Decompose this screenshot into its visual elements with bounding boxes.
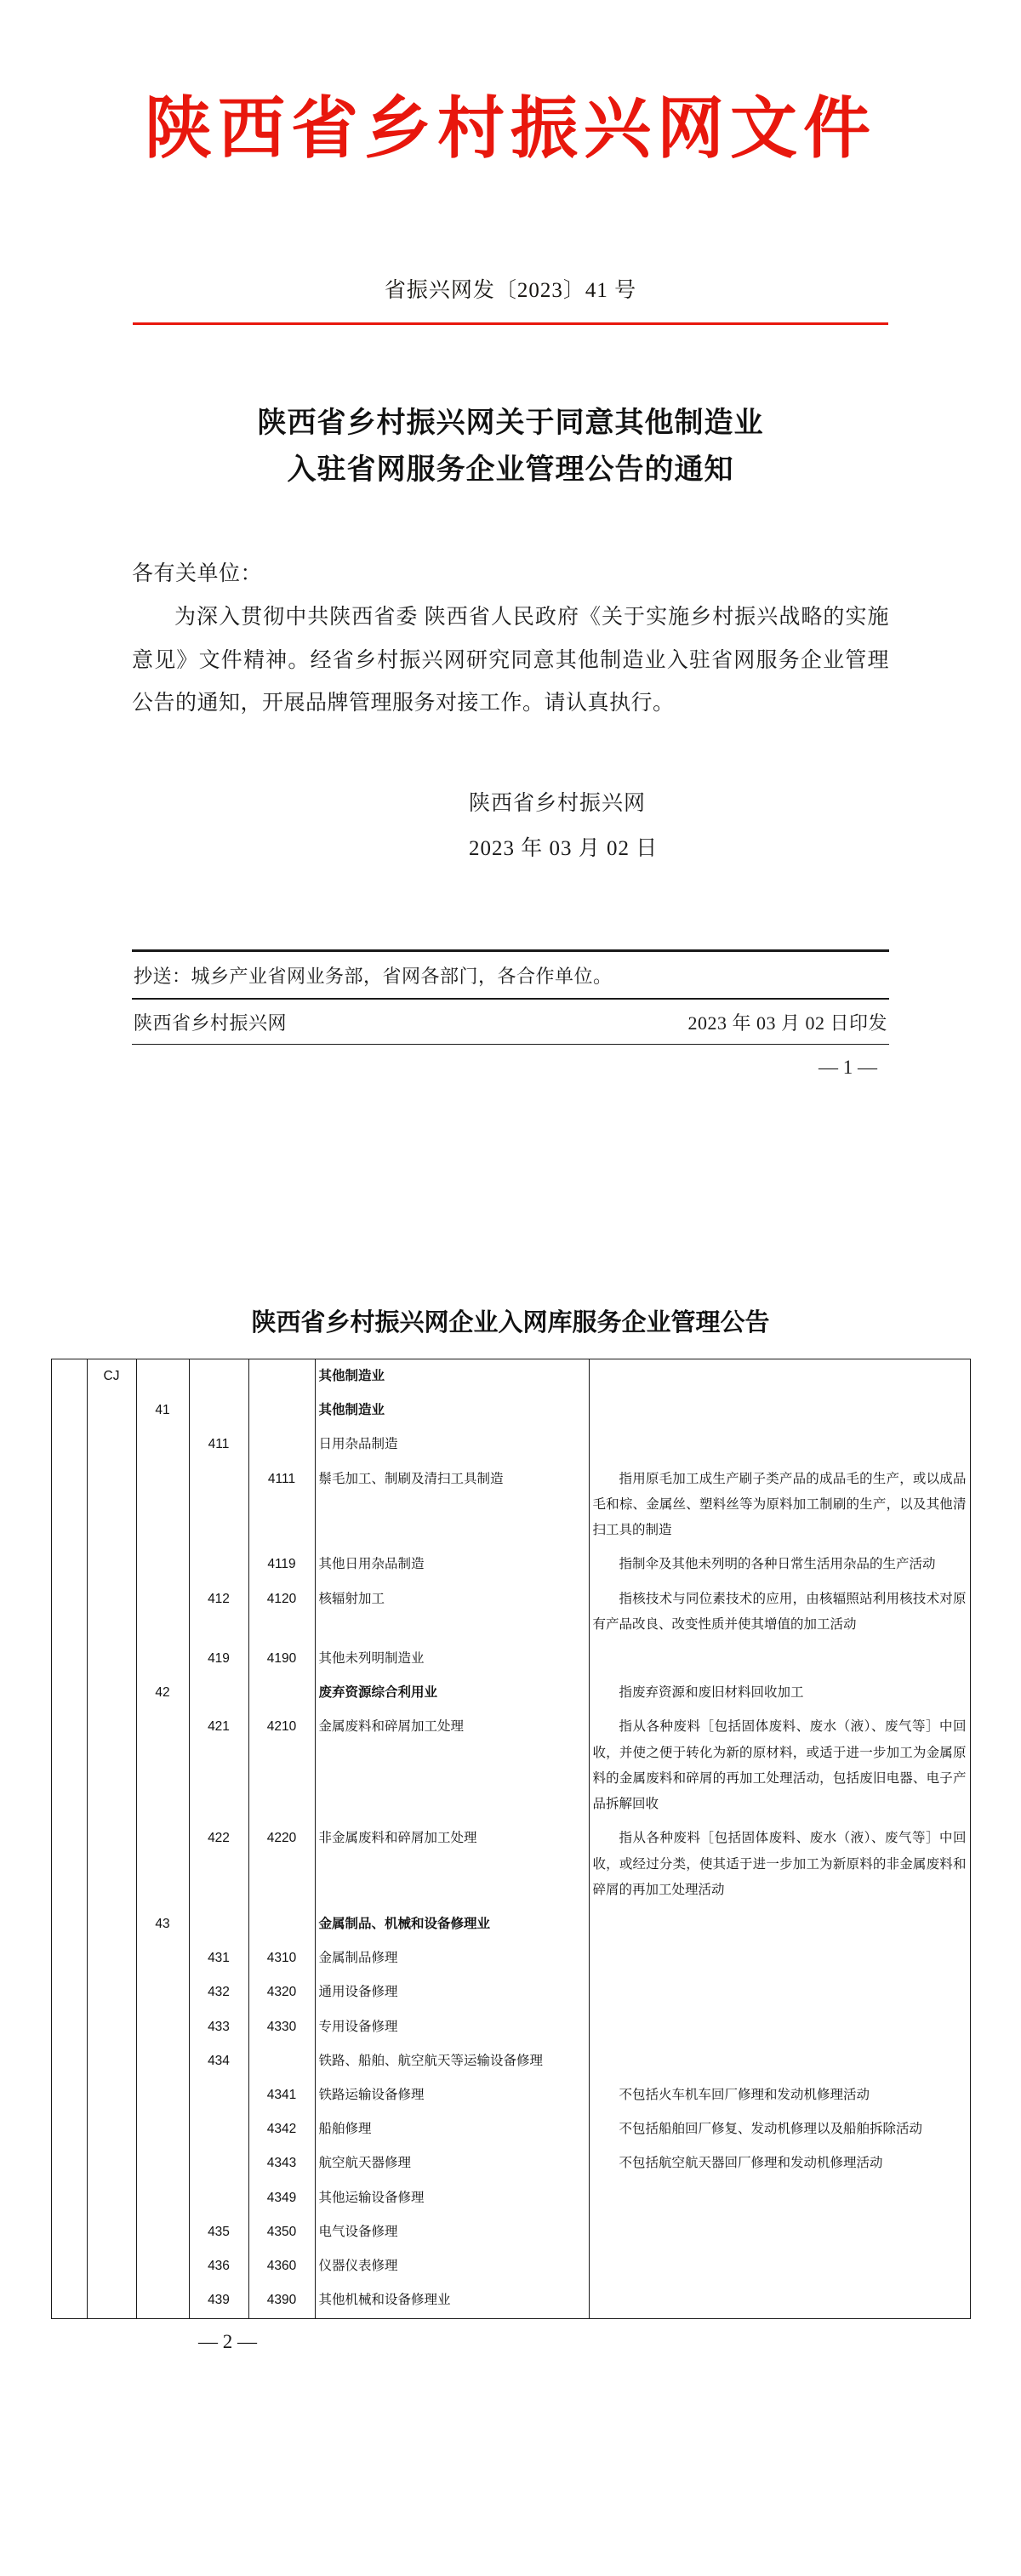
signature-date: 2023 年 03 月 02 日 (469, 836, 659, 860)
cell-category (51, 2146, 87, 2180)
table-row (51, 1907, 970, 1941)
table-row (51, 1710, 970, 1821)
cell-major-code (136, 1975, 189, 2009)
table-row (51, 2146, 970, 2180)
cell-description: 指用原毛加工成生产刷子类产品的成品毛的生产，或以成品毛和棕、金属丝、塑料丝等为原料加工制刷的生产，以及其他清扫工具的制造 (589, 1462, 970, 1548)
cell-description: 不包括航空航天器回厂修理和发动机修理活动 (589, 2146, 970, 2180)
cell-cj-code (87, 1547, 136, 1582)
cell-description (589, 2044, 970, 2078)
cell-middle-code: 436 (189, 2249, 248, 2283)
cell-minor-code: 4350 (248, 2215, 315, 2249)
signature-organization: 陕西省乡村振兴网 (469, 792, 647, 816)
cell-cj-code (87, 1710, 136, 1821)
cell-minor-code: 4119 (248, 1547, 315, 1582)
cell-middle-code (189, 1676, 248, 1710)
cell-major-code (136, 2146, 189, 2180)
cell-description (589, 1428, 970, 1462)
cell-cj-code (87, 2044, 136, 2078)
cell-description (589, 1642, 970, 1676)
table-row (51, 1393, 970, 1428)
footer-bottom-rule (132, 1044, 889, 1046)
cell-minor-code: 4349 (248, 2181, 315, 2215)
table-row (51, 2249, 970, 2283)
cell-category-name: 其他未列明制造业 (315, 1642, 589, 1676)
cell-cj-code (87, 1393, 136, 1428)
cell-cj-code (87, 2146, 136, 2180)
footer-issue-line (132, 1000, 889, 1044)
cell-category-name: 非金属废料和碎屑加工处理 (315, 1821, 589, 1907)
cell-cj-code: CJ (87, 1359, 136, 1394)
cell-cj-code (87, 1582, 136, 1642)
cell-middle-code (189, 2181, 248, 2215)
cell-major-code (136, 1710, 189, 1821)
cell-major-code (136, 1462, 189, 1548)
cell-major-code (136, 2044, 189, 2078)
cell-middle-code: 431 (189, 1941, 248, 1975)
cell-middle-code: 421 (189, 1710, 248, 1821)
cell-middle-code (189, 2112, 248, 2146)
table-row (51, 1547, 970, 1582)
cell-category-name: 日用杂品制造 (315, 1428, 589, 1462)
cell-cj-code (87, 1676, 136, 1710)
cell-category-name: 航空航天器修理 (315, 2146, 589, 2180)
cell-description: 指制伞及其他未列明的各种日常生活用杂品的生产活动 (589, 1547, 970, 1582)
cell-minor-code (248, 1907, 315, 1941)
cell-minor-code (248, 1676, 315, 1710)
cell-category-name: 船舶修理 (315, 2112, 589, 2146)
cell-middle-code: 411 (189, 1428, 248, 1462)
cell-minor-code: 4390 (248, 2283, 315, 2318)
table-row (51, 1462, 970, 1548)
cell-category (51, 1359, 87, 1394)
cell-middle-code: 435 (189, 2215, 248, 2249)
cell-minor-code: 4111 (248, 1462, 315, 1548)
footer-issuer: 陕西省乡村振兴网 (134, 1012, 288, 1034)
cell-major-code: 41 (136, 1393, 189, 1428)
cell-category-name: 铁路、船舶、航空航天等运输设备修理 (315, 2044, 589, 2078)
table-row (51, 1821, 970, 1907)
table-row (51, 2283, 970, 2318)
cell-minor-code (248, 1393, 315, 1428)
cell-cj-code (87, 2181, 136, 2215)
cell-category (51, 2181, 87, 2215)
document-page-2 (0, 1251, 1021, 2576)
cell-category-name: 其他机械和设备修理业 (315, 2283, 589, 2318)
document-footer-block (132, 949, 889, 1045)
cell-category (51, 1462, 87, 1548)
cell-middle-code (189, 1393, 248, 1428)
table-row (51, 1359, 970, 1394)
body-paragraph: 为深入贯彻中共陕西省委 陕西省人民政府《关于实施乡村振兴战略的实施意见》文件精神。经省乡村振兴网研究同意其他制造业入驻省网服务企业管理公告的通知，开展品牌管理服务对接工作。请认真执行。 (132, 605, 889, 715)
cell-middle-code: 439 (189, 2283, 248, 2318)
cell-major-code (136, 2181, 189, 2215)
annex-title: 陕西省乡村振兴网企业入网库服务企业管理公告 (251, 1309, 770, 1336)
industry-code-table (51, 1359, 971, 2319)
cell-category (51, 1710, 87, 1821)
table-row (51, 2112, 970, 2146)
cell-category-name: 金属废料和碎屑加工处理 (315, 1710, 589, 1821)
cell-middle-code (189, 1547, 248, 1582)
cell-middle-code (189, 1359, 248, 1394)
cell-description (589, 1359, 970, 1394)
cell-cj-code (87, 2283, 136, 2318)
signature-block (132, 782, 889, 871)
document-body (132, 553, 889, 726)
cell-category (51, 2112, 87, 2146)
cell-cj-code (87, 1821, 136, 1907)
table-row (51, 2181, 970, 2215)
cell-middle-code (189, 2146, 248, 2180)
cell-minor-code: 4342 (248, 2112, 315, 2146)
cell-minor-code: 4320 (248, 1975, 315, 2009)
cell-category (51, 1676, 87, 1710)
cell-category-name: 废弃资源综合利用业 (315, 1676, 589, 1710)
table-row (51, 1642, 970, 1676)
cell-cj-code (87, 1941, 136, 1975)
cell-major-code (136, 2283, 189, 2318)
cell-category (51, 1907, 87, 1941)
page-number-1: — 1 — (819, 1057, 877, 1079)
cell-category-name: 铁路运输设备修理 (315, 2078, 589, 2112)
table-row (51, 1975, 970, 2009)
cell-minor-code: 4310 (248, 1941, 315, 1975)
cell-category (51, 2249, 87, 2283)
cell-cj-code (87, 2078, 136, 2112)
cell-major-code: 42 (136, 1676, 189, 1710)
cell-cj-code (87, 2249, 136, 2283)
document-page-1 (0, 0, 1021, 1251)
cell-category (51, 1975, 87, 2009)
cell-category-name: 鬃毛加工、制刷及清扫工具制造 (315, 1462, 589, 1548)
industry-code-table-body (51, 1359, 970, 2319)
document-title (0, 400, 1021, 493)
cell-category (51, 2044, 87, 2078)
footer-cc-line: 抄送：城乡产业省网业务部，省网各部门，各合作单位。 (134, 966, 613, 988)
table-row (51, 1428, 970, 1462)
body-salutation: 各有关单位： (132, 562, 263, 586)
cell-minor-code: 4343 (248, 2146, 315, 2180)
cell-category (51, 2010, 87, 2044)
cell-description (589, 2249, 970, 2283)
document-number: 省振兴网发〔2023〕41 号 (384, 278, 637, 302)
cell-category (51, 2078, 87, 2112)
page-number-2: — 2 — (198, 2330, 257, 2352)
cell-cj-code (87, 1642, 136, 1676)
cell-category (51, 1642, 87, 1676)
cell-middle-code: 422 (189, 1821, 248, 1907)
cell-description (589, 2283, 970, 2318)
document-title-line-1: 陕西省乡村振兴网关于同意其他制造业 (257, 407, 764, 439)
cell-middle-code (189, 1907, 248, 1941)
cell-major-code (136, 1359, 189, 1394)
cell-category-name: 电气设备修理 (315, 2215, 589, 2249)
cell-major-code (136, 2215, 189, 2249)
cell-cj-code (87, 1907, 136, 1941)
cell-description (589, 2181, 970, 2215)
cell-category (51, 1582, 87, 1642)
cell-major-code (136, 2010, 189, 2044)
cell-category-name: 金属制品、机械和设备修理业 (315, 1907, 589, 1941)
cell-category (51, 2215, 87, 2249)
cell-description: 不包括火车机车回厂修理和发动机修理活动 (589, 2078, 970, 2112)
cell-category (51, 2283, 87, 2318)
cell-major-code (136, 2078, 189, 2112)
cell-description: 指从各种废料［包括固体废料、废水（液）、废气等］中回收，并使之便于转化为新的原材料，或适于进一步加工为金属原料的金属废料和碎屑的再加工处理活动，包括废旧电器、电子产品拆解回收 (589, 1710, 970, 1821)
table-row (51, 1941, 970, 1975)
cell-major-code (136, 2249, 189, 2283)
cell-description (589, 1907, 970, 1941)
cell-middle-code (189, 2078, 248, 2112)
cell-category (51, 1941, 87, 1975)
cell-middle-code: 432 (189, 1975, 248, 2009)
table-row (51, 2078, 970, 2112)
cell-description: 指核技术与同位素技术的应用，由核辐照站利用核技术对原有产品改良、改变性质并使其增值的加工活动 (589, 1582, 970, 1642)
cell-middle-code: 434 (189, 2044, 248, 2078)
cell-major-code (136, 1582, 189, 1642)
cell-category-name: 通用设备修理 (315, 1975, 589, 2009)
cell-category-name: 其他制造业 (315, 1393, 589, 1428)
cell-minor-code: 4220 (248, 1821, 315, 1907)
cell-cj-code (87, 2010, 136, 2044)
cell-middle-code: 419 (189, 1642, 248, 1676)
cell-description (589, 1975, 970, 2009)
document-masthead: 陕西省乡村振兴网文件 (145, 93, 876, 167)
table-row (51, 2010, 970, 2044)
cell-category-name: 核辐射加工 (315, 1582, 589, 1642)
cell-description (589, 1941, 970, 1975)
cell-category-name: 仪器仪表修理 (315, 2249, 589, 2283)
cell-minor-code (248, 1359, 315, 1394)
cell-minor-code: 4330 (248, 2010, 315, 2044)
cell-description (589, 2215, 970, 2249)
cell-category (51, 1821, 87, 1907)
cell-minor-code: 4190 (248, 1642, 315, 1676)
footer-issue-date: 2023 年 03 月 02 日印发 (687, 1012, 887, 1034)
cell-category-name: 专用设备修理 (315, 2010, 589, 2044)
cell-category (51, 1393, 87, 1428)
cell-major-code (136, 1941, 189, 1975)
table-row (51, 1676, 970, 1710)
table-row (51, 2044, 970, 2078)
cell-minor-code: 4210 (248, 1710, 315, 1821)
cell-major-code (136, 2112, 189, 2146)
cell-minor-code (248, 2044, 315, 2078)
cell-description: 指从各种废料［包括固体废料、废水（液）、废气等］中回收，或经过分类，使其适于进一步加工为新原料的非金属废料和碎屑的再加工处理活动 (589, 1821, 970, 1907)
cell-category-name: 其他日用杂品制造 (315, 1547, 589, 1582)
cell-category-name: 其他运输设备修理 (315, 2181, 589, 2215)
cell-category (51, 1428, 87, 1462)
cell-description: 指废弃资源和废旧材料回收加工 (589, 1676, 970, 1710)
cell-middle-code: 433 (189, 2010, 248, 2044)
cell-cj-code (87, 1975, 136, 2009)
cell-middle-code (189, 1462, 248, 1548)
cell-cj-code (87, 2112, 136, 2146)
cell-minor-code: 4120 (248, 1582, 315, 1642)
cell-minor-code: 4360 (248, 2249, 315, 2283)
cell-cj-code (87, 1462, 136, 1548)
cell-category-name: 金属制品修理 (315, 1941, 589, 1975)
cell-cj-code (87, 1428, 136, 1462)
cell-category (51, 1547, 87, 1582)
table-row (51, 2215, 970, 2249)
cell-major-code: 43 (136, 1907, 189, 1941)
cell-major-code (136, 1547, 189, 1582)
cell-major-code (136, 1642, 189, 1676)
cell-description (589, 1393, 970, 1428)
cell-minor-code: 4341 (248, 2078, 315, 2112)
cell-description (589, 2010, 970, 2044)
document-title-line-2: 入驻省网服务企业管理公告的通知 (287, 454, 734, 487)
cell-category-name: 其他制造业 (315, 1359, 589, 1394)
cell-major-code (136, 1428, 189, 1462)
cell-description: 不包括船舶回厂修复、发动机修理以及船舶拆除活动 (589, 2112, 970, 2146)
cell-middle-code: 412 (189, 1582, 248, 1642)
cell-major-code (136, 1821, 189, 1907)
cell-minor-code (248, 1428, 315, 1462)
cell-cj-code (87, 2215, 136, 2249)
red-separator-rule (133, 322, 888, 325)
table-row (51, 1582, 970, 1642)
